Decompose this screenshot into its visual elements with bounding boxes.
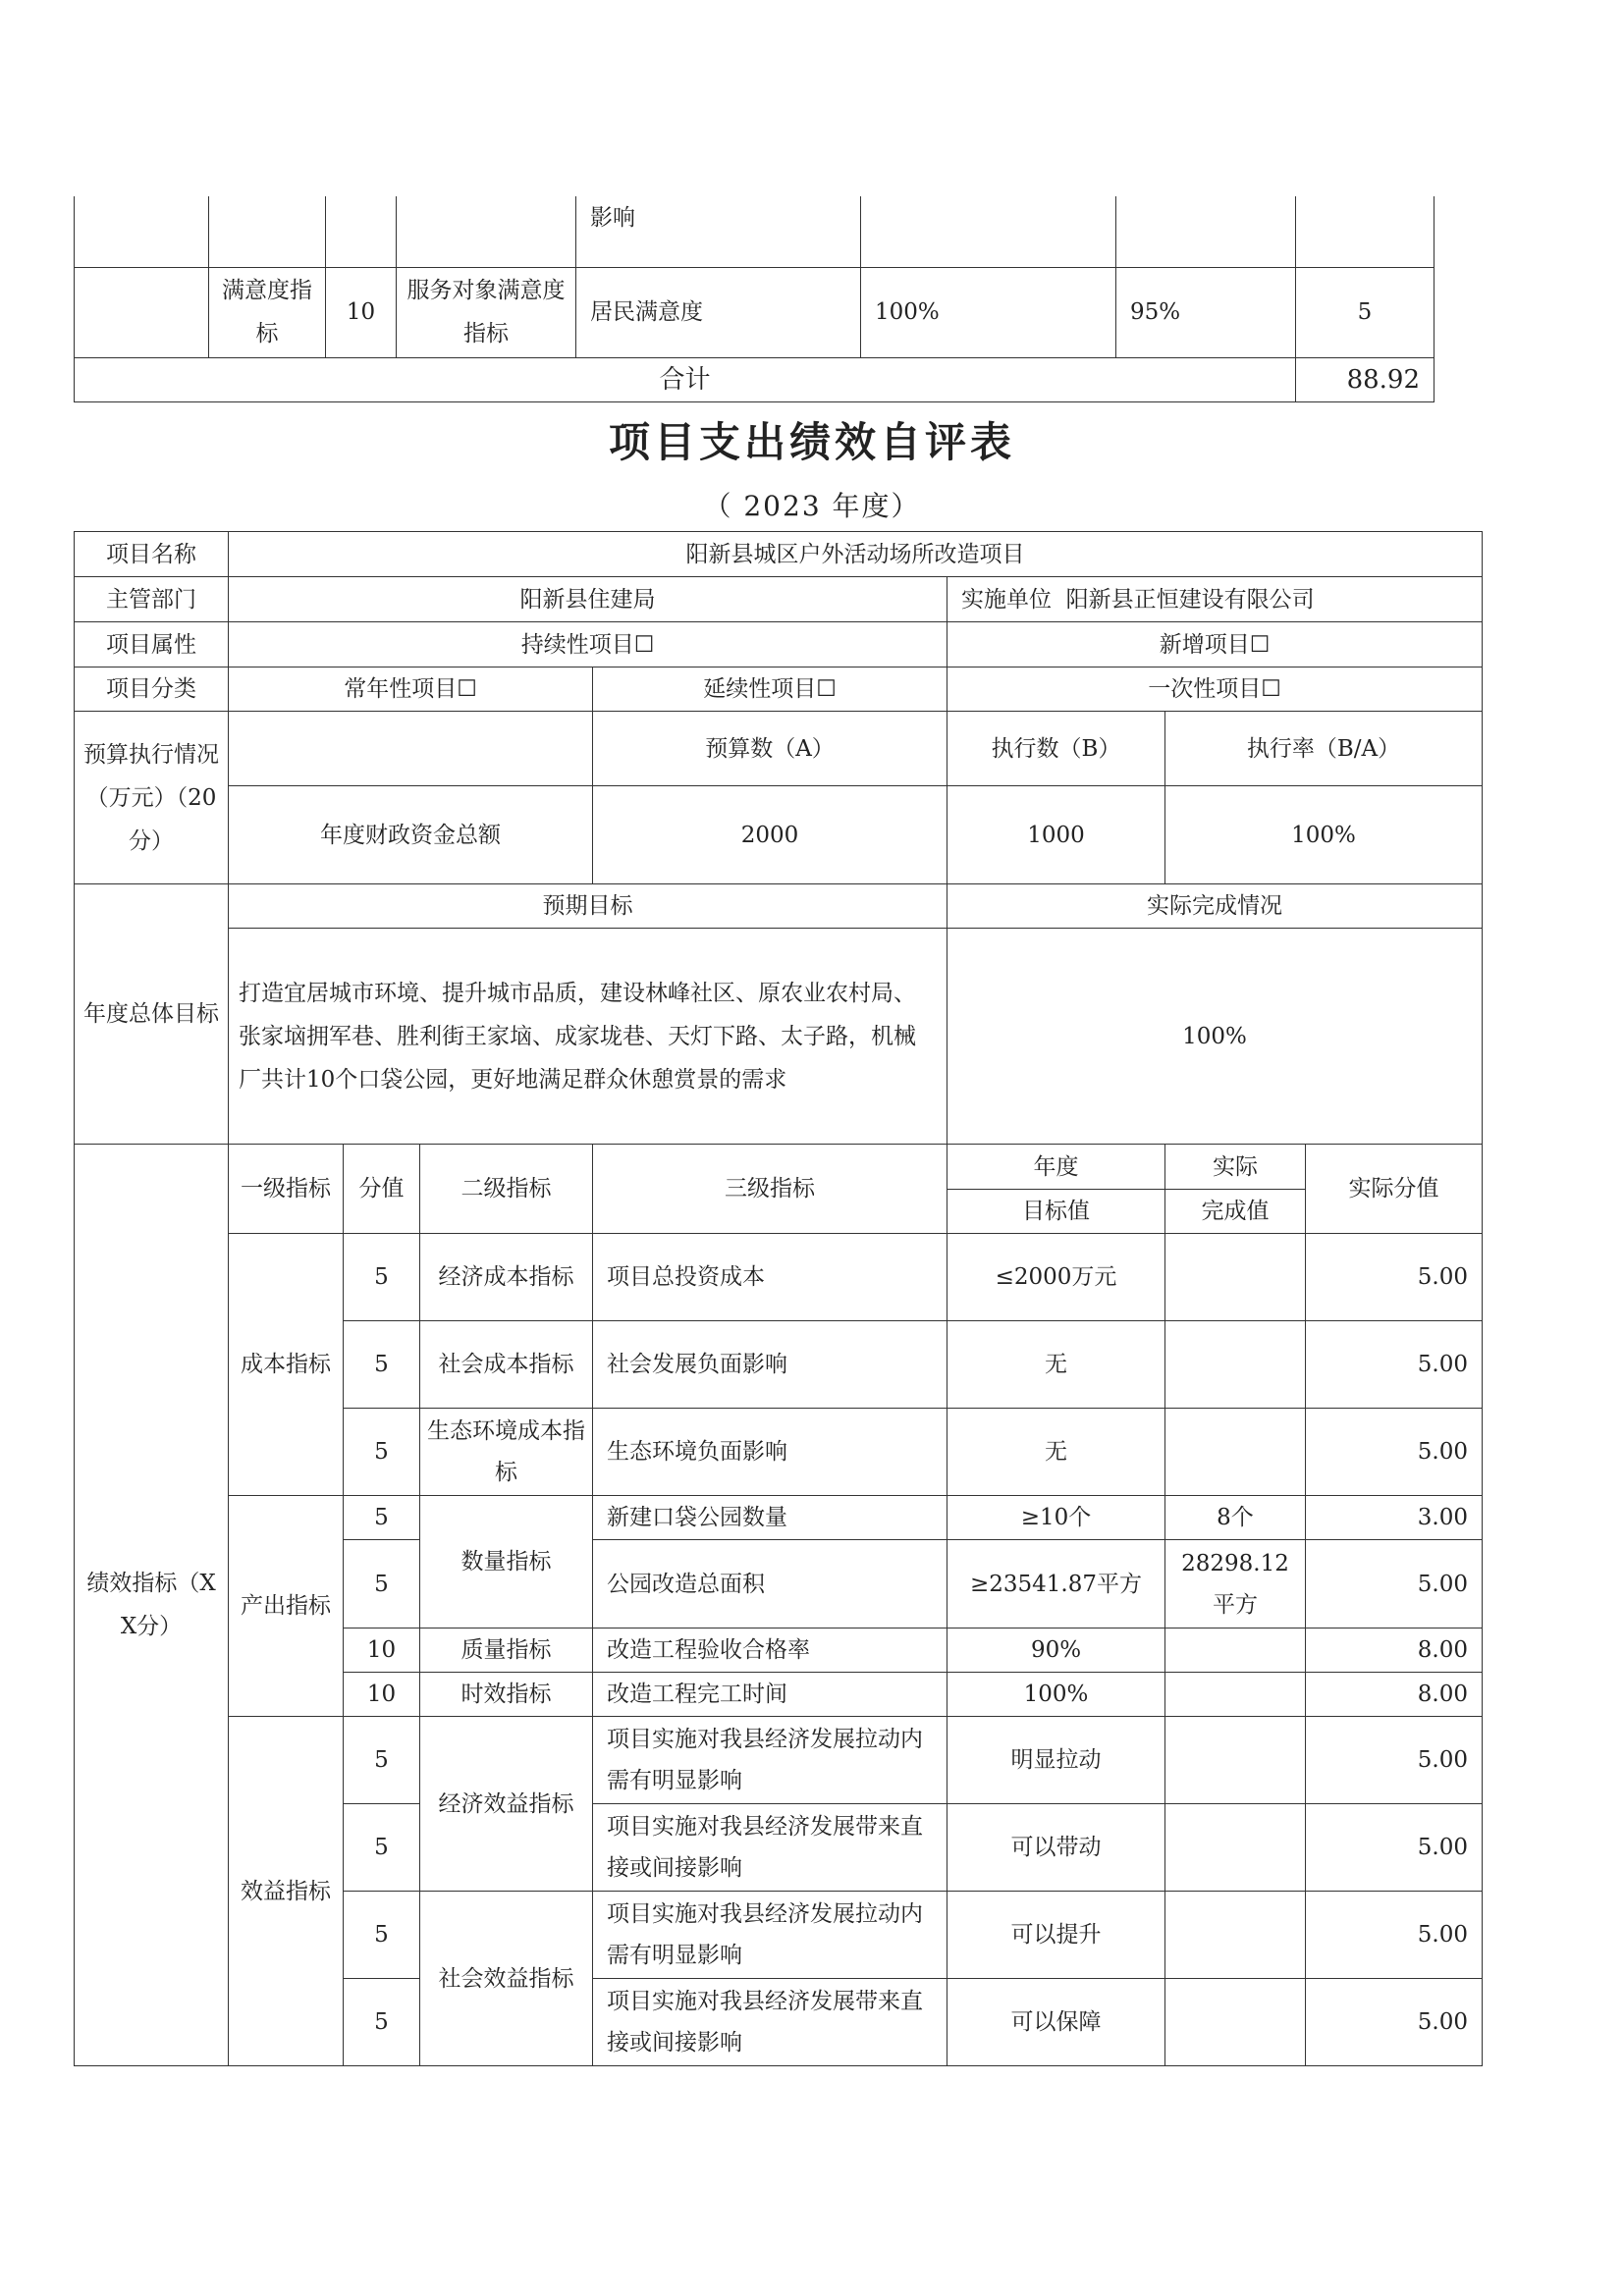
table-row-score: 5: [344, 1409, 420, 1496]
table-row-actual: [1165, 1717, 1306, 1804]
table-row-actual: 28298.12平方: [1165, 1540, 1306, 1629]
table-row-level3: 改造工程完工时间: [593, 1673, 947, 1717]
project-name: 阳新县城区户外活动场所改造项目: [229, 532, 1483, 577]
previous-table-fragment: [74, 196, 1435, 402]
hdr-actual-bottom: 完成值: [1165, 1190, 1306, 1234]
satisfaction-score: 10: [326, 267, 397, 357]
satisfaction-target: 100%: [861, 267, 1116, 357]
hdr-target-top: 年度: [947, 1145, 1165, 1190]
goal-expected-header: 预期目标: [229, 884, 947, 929]
budget-col-b: 执行数（B）: [947, 712, 1165, 786]
hdr-actual-top: 实际: [1165, 1145, 1306, 1190]
table-row-level3: 新建口袋公园数量: [593, 1496, 947, 1540]
table-row-score: 10: [344, 1673, 420, 1717]
table-row-target: 可以提升: [947, 1892, 1165, 1979]
table-row-points: 3.00: [1306, 1496, 1483, 1540]
table-row-score: 5: [344, 1979, 420, 2066]
table-row-score: 5: [344, 1804, 420, 1892]
table-row-actual: [1165, 1234, 1306, 1321]
continuation-text: 影响: [576, 196, 861, 267]
table-row-level3: 公园改造总面积: [593, 1540, 947, 1629]
table-row-target: 可以带动: [947, 1804, 1165, 1892]
table-row-actual: [1165, 1321, 1306, 1409]
attr-option-continuous[interactable]: 持续性项目☐: [229, 622, 947, 667]
table-row-target: 90%: [947, 1629, 1165, 1673]
goal-expected-text: 打造宜居城市环境、提升城市品质，建设林峰社区、原农业农村局、张家垴拥军巷、胜利街王家垴、成家垅巷、天灯下路、太子路，机械厂共计10个口袋公园，更好地满足群众休憩赏景的需求: [229, 929, 947, 1145]
empty-cell: [1296, 196, 1435, 267]
quantity-label: 数量指标: [420, 1496, 593, 1629]
table-row-level2: 质量指标: [420, 1629, 593, 1673]
table-row-points: 5.00: [1306, 1804, 1483, 1892]
table-row-actual: [1165, 1804, 1306, 1892]
self-evaluation-table: [74, 531, 1483, 2066]
table-row-target: ≥23541.87平方: [947, 1540, 1165, 1629]
class-option-annual[interactable]: 常年性项目☐: [229, 667, 593, 712]
table-row-level3: 项目实施对我县经济发展带来直接或间接影响: [593, 1804, 947, 1892]
impl-unit-value: 阳新县正恒建设有限公司: [1065, 586, 1315, 613]
table-row-points: 5.00: [1306, 1540, 1483, 1629]
table-row-points: 5.00: [1306, 1321, 1483, 1409]
table-row-level3: 项目实施对我县经济发展拉动内需有明显影响: [593, 1892, 947, 1979]
satisfaction-level3: 居民满意度: [576, 267, 861, 357]
satisfaction-points: 5: [1296, 267, 1435, 357]
total-value: 88.92: [1296, 357, 1435, 401]
perf-label: 绩效指标（XX分）: [75, 1145, 229, 2066]
satisfaction-actual: 95%: [1116, 267, 1296, 357]
table-row-level3: 生态环境负面影响: [593, 1409, 947, 1496]
hdr-level1: 一级指标: [229, 1145, 344, 1234]
budget-b: 1000: [947, 786, 1165, 884]
empty-cell: [326, 196, 397, 267]
table-row-actual: [1165, 1629, 1306, 1673]
table-row-score: 5: [344, 1892, 420, 1979]
goal-actual-header: 实际完成情况: [947, 884, 1483, 929]
budget-col-rate: 执行率（B/A）: [1165, 712, 1483, 786]
hdr-level3: 三级指标: [593, 1145, 947, 1234]
table-row-score: 5: [344, 1540, 420, 1629]
empty-cell: [209, 196, 326, 267]
table-row-actual: 8个: [1165, 1496, 1306, 1540]
empty-cell: [75, 196, 209, 267]
table-row-level3: 项目实施对我县经济发展拉动内需有明显影响: [593, 1717, 947, 1804]
table-row-points: 8.00: [1306, 1629, 1483, 1673]
table-row-target: 无: [947, 1409, 1165, 1496]
econ-benefit-label: 经济效益指标: [420, 1717, 593, 1892]
table-row-points: 5.00: [1306, 1892, 1483, 1979]
table-row-score: 5: [344, 1234, 420, 1321]
output-label: 产出指标: [229, 1496, 344, 1717]
table-row-level2: 生态环境成本指标: [420, 1409, 593, 1496]
attr-label: 项目属性: [75, 622, 229, 667]
table-row-score: 10: [344, 1629, 420, 1673]
dept-value: 阳新县住建局: [229, 577, 947, 622]
table-row-target: 无: [947, 1321, 1165, 1409]
hdr-target-bottom: 目标值: [947, 1190, 1165, 1234]
empty-cell: [861, 196, 1116, 267]
table-row-target: 可以保障: [947, 1979, 1165, 2066]
class-option-onetime[interactable]: 一次性项目☐: [947, 667, 1483, 712]
table-row-level2: 社会成本指标: [420, 1321, 593, 1409]
hdr-points: 实际分值: [1306, 1145, 1483, 1234]
table-row-level3: 改造工程验收合格率: [593, 1629, 947, 1673]
empty-cell: [75, 267, 209, 357]
cost-label: 成本指标: [229, 1234, 344, 1496]
budget-col-a: 预算数（A）: [593, 712, 947, 786]
table-row-score: 5: [344, 1717, 420, 1804]
table-row-target: ≤2000万元: [947, 1234, 1165, 1321]
empty-cell: [229, 712, 593, 786]
impl-unit-label: 实施单位: [961, 586, 1052, 613]
table-row-level3: 项目总投资成本: [593, 1234, 947, 1321]
table-row-target: 100%: [947, 1673, 1165, 1717]
table-row-level2: 时效指标: [420, 1673, 593, 1717]
table-row-actual: [1165, 1892, 1306, 1979]
goal-actual-text: 100%: [947, 929, 1483, 1145]
satisfaction-level2: 服务对象满意度指标: [397, 267, 576, 357]
year-subtitle: （ 2023 年度）: [703, 490, 921, 522]
class-option-extended[interactable]: 延续性项目☐: [593, 667, 947, 712]
empty-cell: [1116, 196, 1296, 267]
budget-rate: 100%: [1165, 786, 1483, 884]
class-label: 项目分类: [75, 667, 229, 712]
table-row-target: ≥10个: [947, 1496, 1165, 1540]
table-row-points: 5.00: [1306, 1717, 1483, 1804]
goal-label: 年度总体目标: [75, 884, 229, 1145]
table-row-points: 5.00: [1306, 1409, 1483, 1496]
table-row-points: 8.00: [1306, 1673, 1483, 1717]
satisfaction-level1: 满意度指标: [209, 267, 326, 357]
social-benefit-label: 社会效益指标: [420, 1892, 593, 2066]
table-row-actual: [1165, 1673, 1306, 1717]
table-row-level3: 项目实施对我县经济发展带来直接或间接影响: [593, 1979, 947, 2066]
budget-label: 预算执行情况（万元）（20分）: [75, 712, 229, 884]
table-row-score: 5: [344, 1496, 420, 1540]
dept-label: 主管部门: [75, 577, 229, 622]
project-name-label: 项目名称: [75, 532, 229, 577]
table-row-actual: [1165, 1979, 1306, 2066]
table-row-points: 5.00: [1306, 1979, 1483, 2066]
total-label: 合计: [75, 357, 1296, 401]
impl-unit: [947, 577, 1483, 622]
hdr-level2: 二级指标: [420, 1145, 593, 1234]
table-row-actual: [1165, 1409, 1306, 1496]
table-row-level2: 经济成本指标: [420, 1234, 593, 1321]
table-row-level3: 社会发展负面影响: [593, 1321, 947, 1409]
table-row-score: 5: [344, 1321, 420, 1409]
table-row-target: 明显拉动: [947, 1717, 1165, 1804]
benefit-label: 效益指标: [229, 1717, 344, 2066]
hdr-score: 分值: [344, 1145, 420, 1234]
table-row-points: 5.00: [1306, 1234, 1483, 1321]
budget-a: 2000: [593, 786, 947, 884]
budget-row-label: 年度财政资金总额: [229, 786, 593, 884]
attr-option-new[interactable]: 新增项目☐: [947, 622, 1483, 667]
page-title: 项目支出绩效自评表: [608, 418, 1015, 466]
empty-cell: [397, 196, 576, 267]
